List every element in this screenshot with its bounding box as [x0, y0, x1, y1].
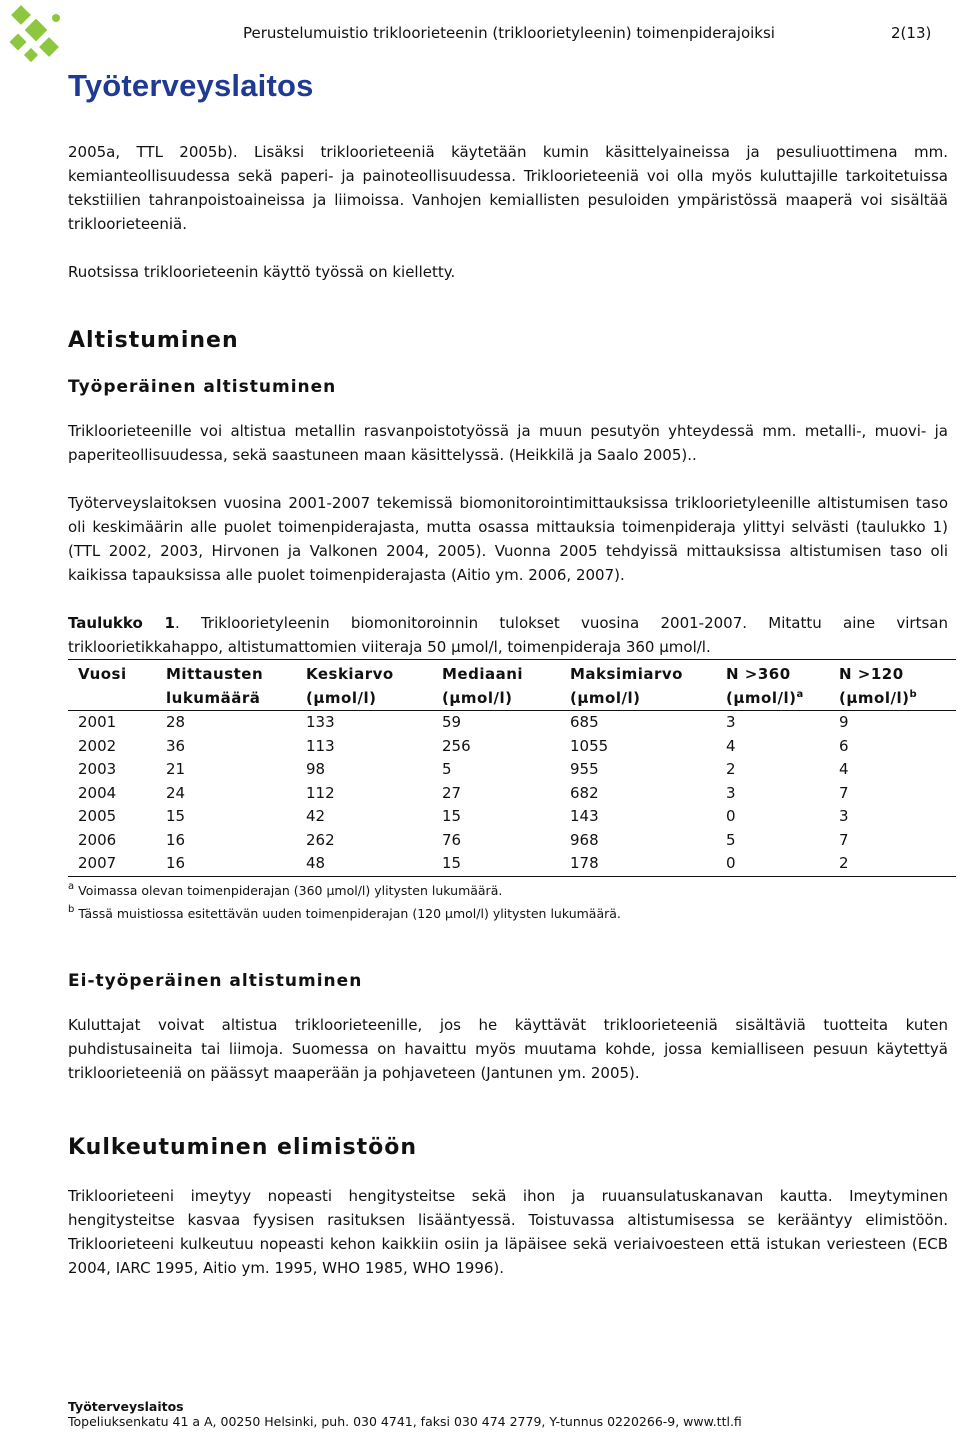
heading-ei-tyoperainen: Ei-työperäinen altistuminen — [68, 970, 363, 991]
footer-org: Työterveyslaitos — [68, 1399, 184, 1414]
page-number: 2(13) — [891, 24, 932, 42]
document-body — [68, 140, 948, 1280]
table-caption-label: Taulukko 1 — [68, 614, 175, 632]
paragraph-absorption: Trikloorieteeni imeytyy nopeasti hengitysteitse sekä ihon ja ruuansulatuskanavan kautta. Imeytyminen hengitysteitse kasvaa fyysisen rasituksen lisääntyessä. Toistuvassa altistumisessa se kerääntyy elimistöön. Trikloorieteeni kulkeutuu nopeasti kehon kaikkiin osiin ja läpäisee sekä veriaivoesteen että istukan veriesteen (ECB 2004, IARC 1995, Aitio ym. 1995, WHO 1985, WHO 1996). — [68, 1186, 948, 1277]
col-header: Mediaani (µmol/l) — [442, 665, 524, 707]
col-header: N >120 $(\mu mol/l)^b$ — [839, 665, 918, 707]
heading-altistuminen: Altistuminen — [68, 328, 239, 353]
footer-address: Topeliuksenkatu 41 a A, 00250 Helsinki, puh. 030 4741, faksi 030 474 2779, Y-tunnus 0220266-9, www.ttl.fi — [68, 1414, 742, 1429]
paragraph-biomonitoring: Työterveyslaitoksen vuosina 2001-2007 tekemissä biomonitorointimittauksissa trikloorietyleenille altistumisen taso oli keskimäärin alle puolet toimenpiderajasta, mutta osassa mittauksia toimenpideraja ylittyi selvästi (taulukko 1) (TTL 2002, 2003, Hirvonen ja Valkonen 2004, 2005). Vuonna 2005 tehdyissä mittauksissa altistumisen taso oli kaikissa tapauksissa alle puolet toimenpiderajasta (Aitio ym. 2006, 2007). — [68, 494, 948, 584]
footnote-b: $^b$ Tässä muistiossa esitettävän uuden toimenpiderajan (120 µmol/l) ylitysten lukumäärä. — [68, 903, 621, 921]
table-row: 2004 24 112 27 682 3 7 — [78, 783, 849, 802]
col-header: Mittausten lukumäärä — [166, 665, 264, 707]
col-header: Vuosi — [78, 665, 127, 683]
table-row: 2001 28 133 59 685 3 9 — [78, 713, 849, 731]
footnote-a: $^a$ Voimassa olevan toimenpiderajan (360 µmol/l) ylitysten lukumäärä. — [68, 880, 503, 898]
paragraph-occupational: Trikloorieteenille voi altistua metallin rasvanpoistotyössä ja muun pesutyön yhteydessä mm. metalli-, muovi- ja paperiteollisuudessa, sekä saastuneen maan käsittelyssä. (Heikkilä ja Saalo 2005).. — [68, 422, 948, 464]
paragraph-consumer: Kuluttajat voivat altistua trikloorieteenille, jos he käyttävät trikloorieteeniä sisältäviä tuotteita kuten puhdistusaineita tai liimoja. Suomessa on havaittu myös muutama kohde, jossa kemialliseen pesuun käytettyä trikloorieteeniä on päässyt maaperään ja pohjaveteen (Jantunen ym. 2005). — [68, 1015, 948, 1082]
logo-mark — [6, 4, 76, 70]
table-caption — [68, 611, 948, 659]
logo-text: Työterveyslaitos — [68, 68, 314, 103]
table-row: 2005 15 42 15 143 0 3 — [78, 807, 849, 825]
table-row: 2002 36 113 256 1055 4 6 — [78, 736, 849, 755]
heading-tyoperainen: Työperäinen altistuminen — [68, 377, 337, 397]
table-caption-text: . Trikloorietyleenin biomonitoroinnin tulokset vuosina 2001-2007. Mitattu aine virtsan trikloorietikkahappo, altistumattomien viiteraja 50 µmol/l, toimenpideraja 360 µmol/l. — [68, 614, 948, 656]
results-table — [68, 659, 956, 877]
col-header: N >360 $(\mu mol/l)^a$ — [726, 665, 804, 707]
table-row: 2003 21 98 5 955 2 4 — [78, 760, 849, 778]
document-header-title: Perustelumuistio trikloorieteenin (trikloorietyleenin) toimenpiderajoiksi — [243, 24, 775, 42]
col-header: Maksimiarvo (µmol/l) — [570, 665, 683, 707]
sweden-paragraph: Ruotsissa trikloorieteenin käyttö työssä on kielletty. — [68, 263, 456, 281]
heading-kulkeutuminen: Kulkeutuminen elimistöön — [68, 1134, 418, 1160]
table-row: 2006 16 262 76 968 5 7 — [78, 830, 849, 849]
intro-paragraph: 2005a, TTL 2005b). Lisäksi trikloorieteeniä käytetään kumin käsittelyaineissa ja pesuliuottimena mm. kemianteollisuudessa sekä paperi- ja painoteollisuudessa. Trikloorieteeniä voi olla myös kuluttajille tarkoitetuissa tekstiilien tahranpoistoaineissa ja liimoissa. Vanhojen kemiallisten pesuloiden ympäristössä maaperä voi sisältää trikloorieteeniä. — [68, 143, 948, 233]
table-row: 2007 16 48 15 178 0 2 — [68, 852, 956, 876]
col-header: Keskiarvo (µmol/l) — [306, 665, 394, 707]
table-header-row — [68, 660, 956, 711]
